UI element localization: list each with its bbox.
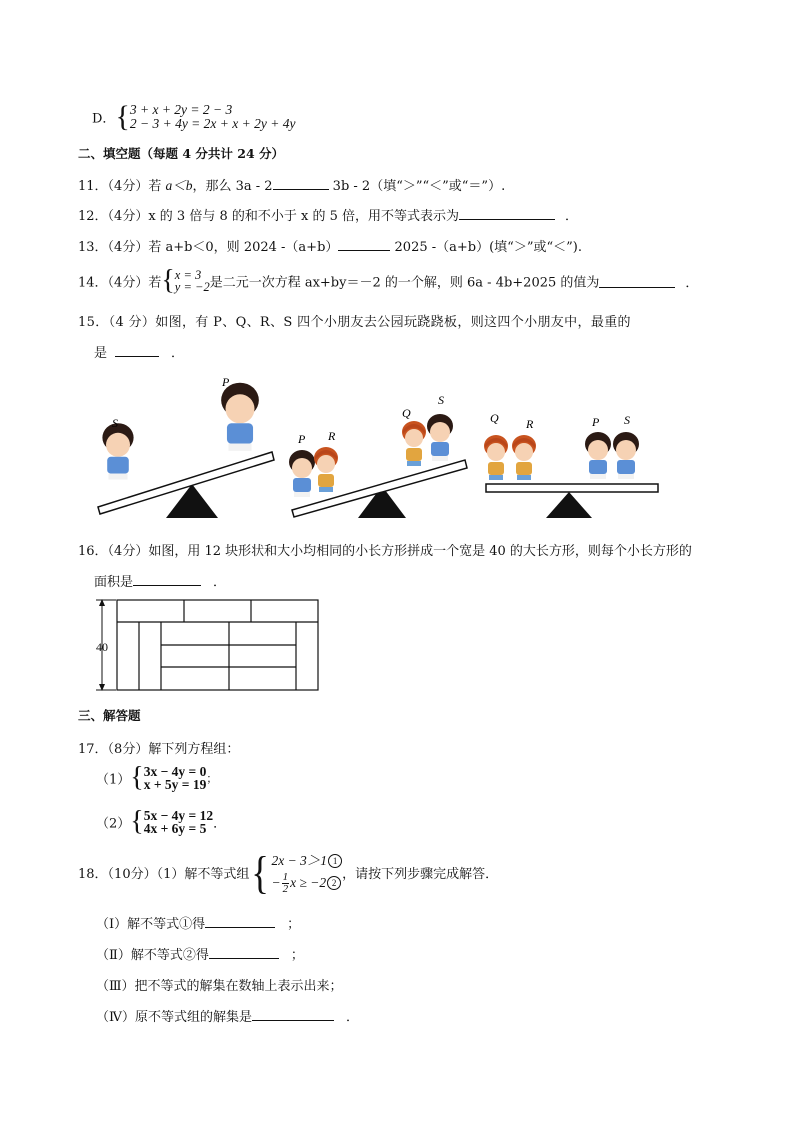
answer-blank[interactable] (459, 207, 555, 220)
fraction: $\frac{1}{2}$ (282, 871, 289, 896)
question-17-part-1: （1）{ 3x − 4y = 0 x + 5y = 19 ； (96, 762, 218, 793)
equation-line-1: 3 + x + 2y = 2 − 3 (129, 102, 233, 117)
answer-blank[interactable] (599, 275, 675, 288)
answer-blank[interactable] (205, 915, 275, 928)
answer-blank[interactable] (338, 238, 390, 251)
label-s: S (112, 416, 118, 430)
question-14: 14．（4分）若{ x = 3 y = −2 是二元一次方程 ax+by＝－2 的一个解，则 6a - 4b+2025 的值为 ． (78, 265, 699, 296)
question-17-stem: 17．（8分）解下列方程组： (78, 742, 240, 757)
equation-line-2: 2 − 3 + 4y = 2x + x + 2y + 4y (129, 116, 296, 131)
system-brace: { (130, 806, 144, 837)
label-s: S (438, 393, 444, 407)
question-15-line-2: 是 ． (94, 346, 185, 361)
question-18-step-4: （Ⅳ）原不等式组的解集是 ． (96, 1010, 360, 1025)
seesaw-figure (92, 372, 668, 522)
system-brace: { (130, 762, 144, 793)
label-p: P (222, 375, 230, 389)
answer-blank[interactable] (252, 1008, 334, 1021)
dimension-label: 40 (96, 640, 108, 654)
answer-blank[interactable] (133, 573, 201, 586)
system-brace: { (161, 265, 175, 296)
question-18-step-3: （Ⅲ）把不等式的解集在数轴上表示出来； (96, 979, 343, 994)
label-q: Q (402, 406, 411, 420)
seesaw-panel-1 (98, 375, 274, 518)
answer-blank[interactable] (273, 177, 329, 190)
q10-option-d (92, 100, 295, 134)
question-16-line-1: 16．（4分）如图，用 12 块形状和大小均相同的小长方形拼成一个宽是 40 的大长方形，则每个小长方形的 (78, 544, 692, 559)
label-p: P (592, 415, 600, 429)
seesaw-panel-2 (289, 393, 467, 518)
label-r: R (328, 429, 336, 443)
question-16-line-2: 面积是 ． (94, 575, 227, 590)
equation-system: 5x − 4y = 12 4x + 6y = 5 (143, 808, 214, 836)
question-18-step-1: （Ⅰ）解不等式①得 ； (96, 917, 301, 932)
system-brace: { (251, 847, 270, 898)
solution-system: x = 3 y = −2 (174, 268, 210, 294)
question-13: 13．（4分）若 a+b＜0，则 2024 -（a+b） 2025 -（a+b）(填“＞”或“＜”). (78, 240, 582, 255)
question-12: 12．（4分）x 的 3 倍与 8 的和不小于 x 的 5 倍，用不等式表示为 ． (78, 209, 578, 224)
label-s: S (624, 413, 630, 427)
rectangle-tiling-figure (92, 596, 324, 694)
question-17-part-2: （2）{ 5x − 4y = 12 4x + 6y = 5 ． (96, 806, 227, 837)
label-p: P (298, 432, 306, 446)
equation-system: 3x − 4y = 0 x + 5y = 19 (143, 764, 207, 792)
question-11: 11．（4分）若 a＜b，那么 3a - 2 3b - 2（填“＞”“＜”或“＝”）. (78, 178, 506, 194)
option-label: D． (92, 111, 116, 127)
system-brace: { (115, 100, 130, 133)
question-18-step-2: （Ⅱ）解不等式②得 ； (96, 948, 304, 963)
circled-number-1: 1 (328, 854, 342, 868)
label-q: Q (490, 411, 499, 425)
label-r: R (526, 417, 534, 431)
section-title-fill-in: 二、填空题（每题 4 分共计 24 分） (78, 146, 285, 161)
answer-blank[interactable] (115, 344, 159, 357)
answer-blank[interactable] (209, 946, 279, 959)
question-15-line-1: 15．（4 分）如图，有 P、Q、R、S 四个小朋友去公园玩跷跷板，则这四个小朋友中，最重的 (78, 315, 631, 330)
section-title-solve: 三、解答题 (78, 708, 141, 723)
seesaw-panel-3 (484, 411, 658, 518)
question-18: 18．（10分）（1）解不等式组{ 2x − 3＞1 1 − $\frac{1}{2}$ x ≥ −2 2 ，请按下列步骤完成解答． (78, 847, 499, 898)
equation-system (130, 103, 296, 131)
inequality-system: 2x − 3＞1 1 − $\frac{1}{2}$ x ≥ −2 2 (271, 850, 342, 895)
circled-number-2: 2 (327, 876, 341, 890)
